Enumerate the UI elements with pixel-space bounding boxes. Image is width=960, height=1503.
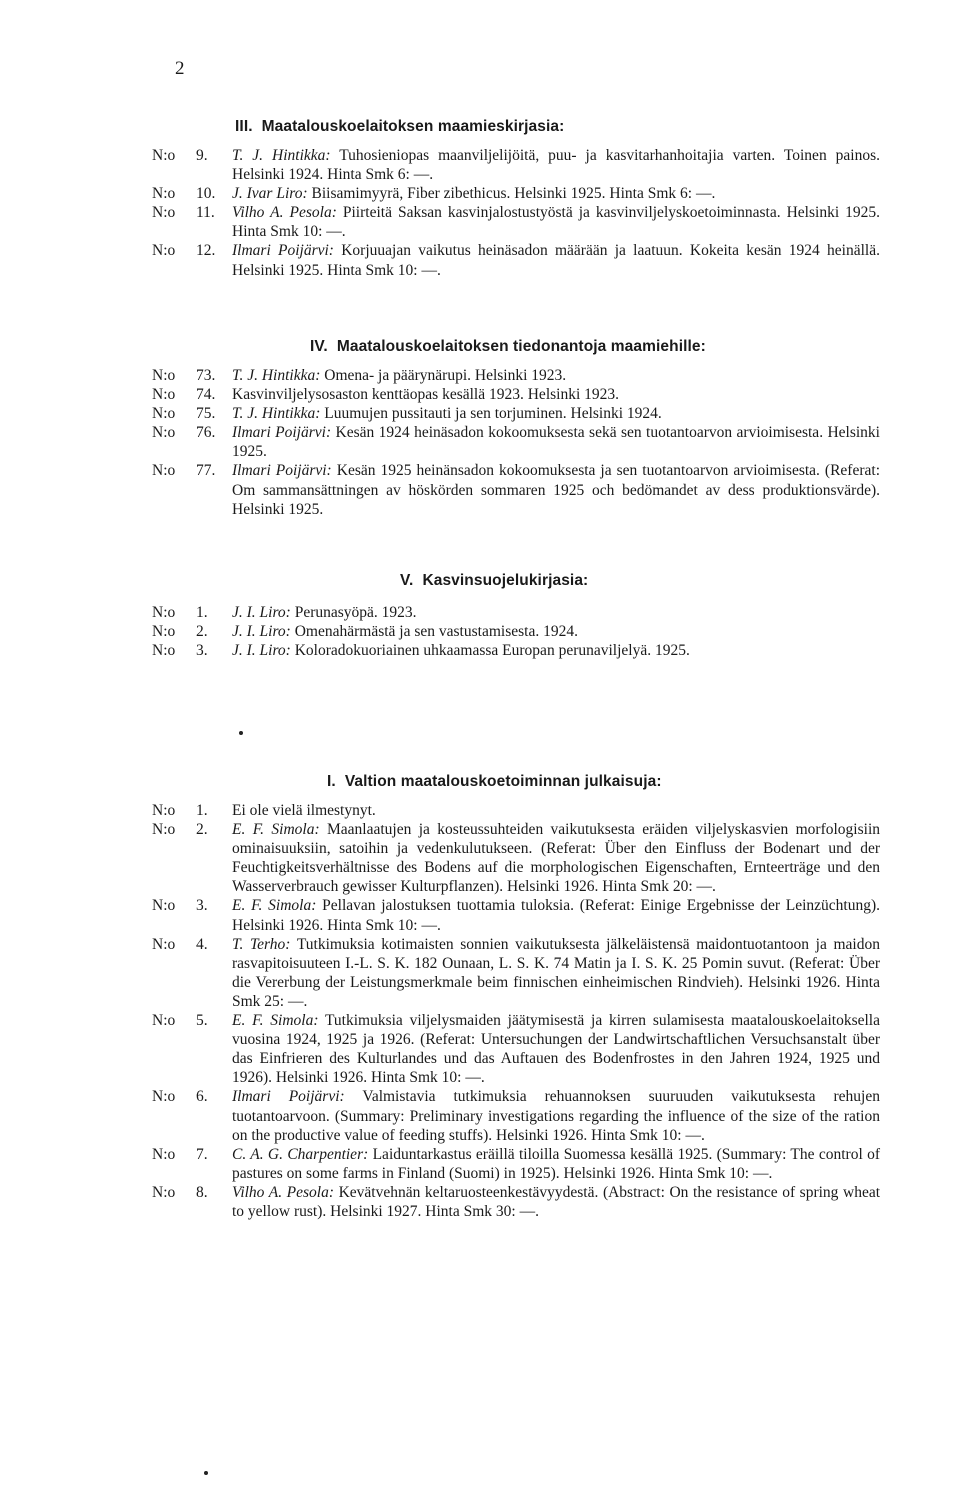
section-heading-i — [327, 773, 662, 791]
entry-number-value: 9. — [196, 147, 208, 164]
section-v-entries — [152, 603, 880, 660]
section-iv-entries — [152, 366, 880, 519]
entry-text: Omenahärmästä ja sen vastustamisesta. 1924. — [294, 623, 578, 641]
entry-number-value: 75. — [196, 405, 216, 423]
entry-number-value: 10. — [196, 185, 216, 203]
entry-number-label: N:o — [152, 1145, 176, 1163]
entry — [152, 1145, 880, 1183]
entry-body — [232, 1011, 880, 1087]
section-heading-iv — [310, 338, 706, 356]
entry-body — [232, 461, 880, 518]
section-roman: IV. — [310, 338, 328, 355]
entry-number — [152, 1145, 228, 1164]
entry-number-label: N:o — [152, 147, 176, 164]
entry-body — [232, 385, 880, 404]
entry-text: Piirteitä Saksan kasvinjalostustyöstä ja kasvinviljelyskoetoiminnasta. Helsinki 1925. Hinta Smk 10: —. — [232, 204, 881, 241]
entry-number — [152, 404, 228, 423]
entry-number — [152, 935, 228, 954]
entry — [152, 184, 880, 203]
entry-number-value: 2. — [196, 623, 208, 641]
entry-number-label: N:o — [152, 935, 176, 953]
entry-author: T. J. Hintikka: — [232, 405, 321, 423]
entry-author: T. Terho: — [232, 935, 291, 953]
entry-text: Biisamimyyrä, Fiber zibethicus. Helsinki 1925. Hinta Smk 6: —. — [311, 185, 716, 203]
entry-number — [152, 1183, 228, 1202]
entry-body — [232, 203, 880, 241]
entry — [152, 641, 880, 660]
entry-text: Kesän 1925 heinänsadon kokoomuksesta ja sen tuotantoarvon arvioimisesta. (Referat: Om sammansättningen av höskörden sommaren 1925 och bedömandet av dess produktionsvärde). Helsinki 1925. — [232, 462, 881, 518]
entry — [152, 241, 880, 279]
entry-author: J. I. Liro: — [232, 642, 291, 660]
entry-number — [152, 366, 228, 385]
entry-number-value: 77. — [196, 462, 216, 480]
entry — [152, 1087, 880, 1144]
entry-body — [232, 1145, 880, 1183]
section-iii-entries — [152, 146, 880, 280]
entry — [152, 1183, 880, 1221]
entry-text: Tuhosieniopas maanviljelijöitä, puu- ja kasvitarhanhoitajia varten. Toinen painos. Helsinki 1924. Hinta Smk 6: —. — [232, 147, 880, 184]
entry-number-label: N:o — [152, 242, 176, 260]
entry-number-label: N:o — [152, 1012, 176, 1030]
page-number: 2 — [175, 58, 185, 79]
entry-number — [152, 146, 228, 165]
entry-number — [152, 203, 228, 222]
stray-dot — [204, 1471, 208, 1475]
entry-number — [152, 603, 228, 622]
entry-body — [232, 366, 880, 385]
entry-number-value: 5. — [196, 1012, 208, 1030]
entry-author: Vilho A. Pesola: — [232, 204, 337, 222]
entry-number-label: N:o — [152, 367, 176, 384]
entry-body — [232, 622, 880, 641]
entry-number-value: 11. — [196, 204, 215, 222]
section-heading-v — [400, 572, 588, 590]
entry-text: Valmistavia tutkimuksia rehuannoksen suuruuden vaikutuksesta rehujen tuotantoarvoon. (Summary: Preliminary investigations regarding the influence of the size of the ration on the productive value of feeding stuffs). Helsinki 1926. Hinta Smk 10: —. — [232, 1088, 880, 1144]
entry-body — [232, 404, 880, 423]
entry-body — [232, 801, 880, 820]
entry-number — [152, 461, 228, 480]
entry-number-value: 8. — [196, 1183, 208, 1201]
entry-number — [152, 622, 228, 641]
entry-text: Omena- ja päärynärupi. Helsinki 1923. — [324, 367, 567, 384]
entry-number-value: 4. — [196, 935, 208, 953]
entry-number — [152, 241, 228, 260]
entry-number — [152, 423, 228, 442]
entry-text: Ei ole vielä ilmestynyt. — [232, 802, 376, 819]
section-roman: III. — [235, 118, 253, 135]
entry-author: E. F. Simola: — [232, 1012, 319, 1030]
entry — [152, 896, 880, 934]
entry-body — [232, 1183, 880, 1221]
entry-number-label: N:o — [152, 821, 176, 839]
entry-number-value: 7. — [196, 1145, 208, 1163]
entry-author: Ilmari Poijärvi: — [232, 424, 332, 442]
entry-body — [232, 1087, 880, 1144]
entry-author: T. J. Hintikka: — [232, 367, 321, 384]
entry-author: J. I. Liro: — [232, 623, 291, 641]
entry-author: E. F. Simola: — [232, 821, 320, 839]
entry-number-label: N:o — [152, 1183, 176, 1201]
entry-text: Tutkimuksia kotimaisten sonnien vaikutuksesta jälkeläistensä maidontuotantoon ja maidon rasvapitoisuuteen I.-L. S. K. 182 Ounaan, L. S. K. 74 Matin ja I. S. K. 25 Pomin suvut. (Referat: Über die Vererbung der Leistungsmerkmale beim finnischen einheimischen Rindvieh). Helsinki 1926. Hinta Smk 25: —. — [232, 935, 880, 1010]
entry-author: Ilmari Poijärvi: — [232, 462, 332, 480]
entry-text: Laiduntarkastus eräillä tiloilla Suomessa kesällä 1925. (Summary: The control of pastures on some farms in Finland (Suomi) in 1925). Helsinki 1926. Hinta Smk 10: —. — [232, 1145, 880, 1182]
entry-text: Tutkimuksia viljelysmaiden jäätymisestä ja kirren sulamisesta maatalouskoelaitoksella vuosina 1924, 1925 ja 1926. (Referat: Untersuchungen der Landwirtschaftlichen Versuchsanstalt über das Einfrieren des Kulturlandes und das Auftauen des Bodenfrostes in den Jahren 1924, 1925 und 1926). Helsinki 1926. Hinta Smk 10: —. — [232, 1012, 880, 1087]
entry-number — [152, 385, 228, 404]
entry-number — [152, 801, 228, 820]
entry-number-label: N:o — [152, 897, 176, 915]
entry-number — [152, 641, 228, 660]
entry-number-value: 76. — [196, 424, 216, 442]
entry — [152, 1011, 880, 1087]
entry-body — [232, 641, 880, 660]
entry-text: Pellavan jalostuksen tuottamia tuloksia. (Referat: Einige Ergebnisse der Leinzüchtung). Helsinki 1926. Hinta Smk 10: —. — [232, 897, 880, 934]
entry-body — [232, 241, 880, 279]
entry-text: Korjuuajan vaikutus heinäsadon määrään ja laatuun. Kokeita kesän 1924 heinällä. Helsinki 1925. Hinta Smk 10: —. — [232, 242, 880, 279]
entry-number-label: N:o — [152, 424, 176, 442]
section-title: Valtion maatalouskoetoiminnan julkaisuja: — [344, 773, 662, 790]
section-i-entries — [152, 801, 880, 1221]
entry-body — [232, 184, 880, 203]
entry-number-value: 2. — [196, 821, 208, 839]
entry-number-label: N:o — [152, 405, 176, 423]
entry-number — [152, 896, 228, 915]
entry-body — [232, 896, 880, 934]
entry-number-label: N:o — [152, 604, 176, 621]
entry-number-value: 1. — [196, 604, 208, 621]
entry-number-value: 3. — [196, 642, 208, 660]
entry-number-label: N:o — [152, 386, 176, 404]
entry-number-label: N:o — [152, 185, 176, 203]
entry-text: Maanlaatujen ja kosteussuhteiden vaikutuksesta eräiden viljelyskasvien morfologisiin ominaisuuksiin, satoihin ja vedenkulutukseen. (Referat: Über den Einfluss der Bodenart und der Feuchtigkeitsverhältnisse des Bodens auf die morphologischen Eigenschaften, Ernteerträge und den Wasserverbrauch gewisser Kulturpflanzen). Helsinki 1926. Hinta Smk 20: —. — [232, 821, 881, 896]
entry-author: J. Ivar Liro: — [232, 185, 308, 203]
entry-number-value: 74. — [196, 386, 216, 404]
section-title: Kasvinsuojelukirjasia: — [422, 572, 589, 589]
entry-number-label: N:o — [152, 642, 176, 660]
section-heading-iii — [235, 118, 564, 136]
entry-number-value: 3. — [196, 897, 208, 915]
entry — [152, 603, 880, 622]
entry — [152, 935, 880, 1011]
entry — [152, 146, 880, 184]
entry — [152, 404, 880, 423]
section-roman: I. — [327, 773, 336, 790]
entry — [152, 203, 880, 241]
entry-body — [232, 820, 880, 896]
entry-number — [152, 184, 228, 203]
entry-author: E. F. Simola: — [232, 897, 317, 915]
entry — [152, 801, 880, 820]
entry — [152, 366, 880, 385]
entry-text: Perunasyöpä. 1923. — [294, 604, 417, 621]
entry-number — [152, 1087, 228, 1106]
entry-text: Kesän 1924 heinäsadon kokoomuksesta sekä sen tuotantoarvon arvioimisesta. Helsinki 1925. — [232, 424, 880, 461]
entry-number-label: N:o — [152, 204, 176, 222]
entry-body — [232, 603, 880, 622]
entry-number-label: N:o — [152, 802, 176, 819]
entry — [152, 820, 880, 896]
entry-number-value: 73. — [196, 367, 216, 384]
section-title: Maatalouskoelaitoksen maamieskirjasia: — [261, 118, 565, 135]
section-title: Maatalouskoelaitoksen tiedonantoja maamiehille: — [336, 338, 706, 355]
entry-number — [152, 820, 228, 839]
entry-author: Ilmari Poijärvi: — [232, 242, 334, 260]
entry-number-label: N:o — [152, 462, 176, 480]
entry — [152, 423, 880, 461]
entry-body — [232, 935, 880, 1011]
entry-text: Luumujen pussitauti ja sen torjuminen. Helsinki 1924. — [324, 405, 662, 423]
entry-number-value: 12. — [196, 242, 216, 260]
entry-author: Vilho A. Pesola: — [232, 1183, 334, 1201]
entry-author: Ilmari Poijärvi: — [232, 1088, 345, 1106]
entry-number-label: N:o — [152, 623, 176, 641]
entry-number-label: N:o — [152, 1088, 176, 1106]
entry — [152, 622, 880, 641]
section-roman: V. — [400, 572, 414, 589]
entry-author: C. A. G. Charpentier: — [232, 1145, 369, 1163]
entry-text: Kasvinviljelysosaston kenttäopas kesällä 1923. Helsinki 1923. — [232, 386, 620, 404]
entry-body — [232, 423, 880, 461]
entry-body — [232, 146, 880, 184]
entry-author: T. J. Hintikka: — [232, 147, 331, 164]
entry-number-value: 1. — [196, 802, 208, 819]
entry-text: Kevätvehnän keltaruosteenkestävyydestä. (Abstract: On the resistance of spring wheat to yellow rust). Helsinki 1927. Hinta Smk 30: —. — [232, 1183, 881, 1220]
entry-text: Koloradokuoriainen uhkaamassa Europan perunaviljelyä. 1925. — [294, 642, 690, 660]
stray-dot — [239, 731, 243, 735]
entry-author: J. I. Liro: — [232, 604, 291, 621]
entry-number-value: 6. — [196, 1088, 208, 1106]
entry — [152, 385, 880, 404]
entry — [152, 461, 880, 518]
entry-number — [152, 1011, 228, 1030]
